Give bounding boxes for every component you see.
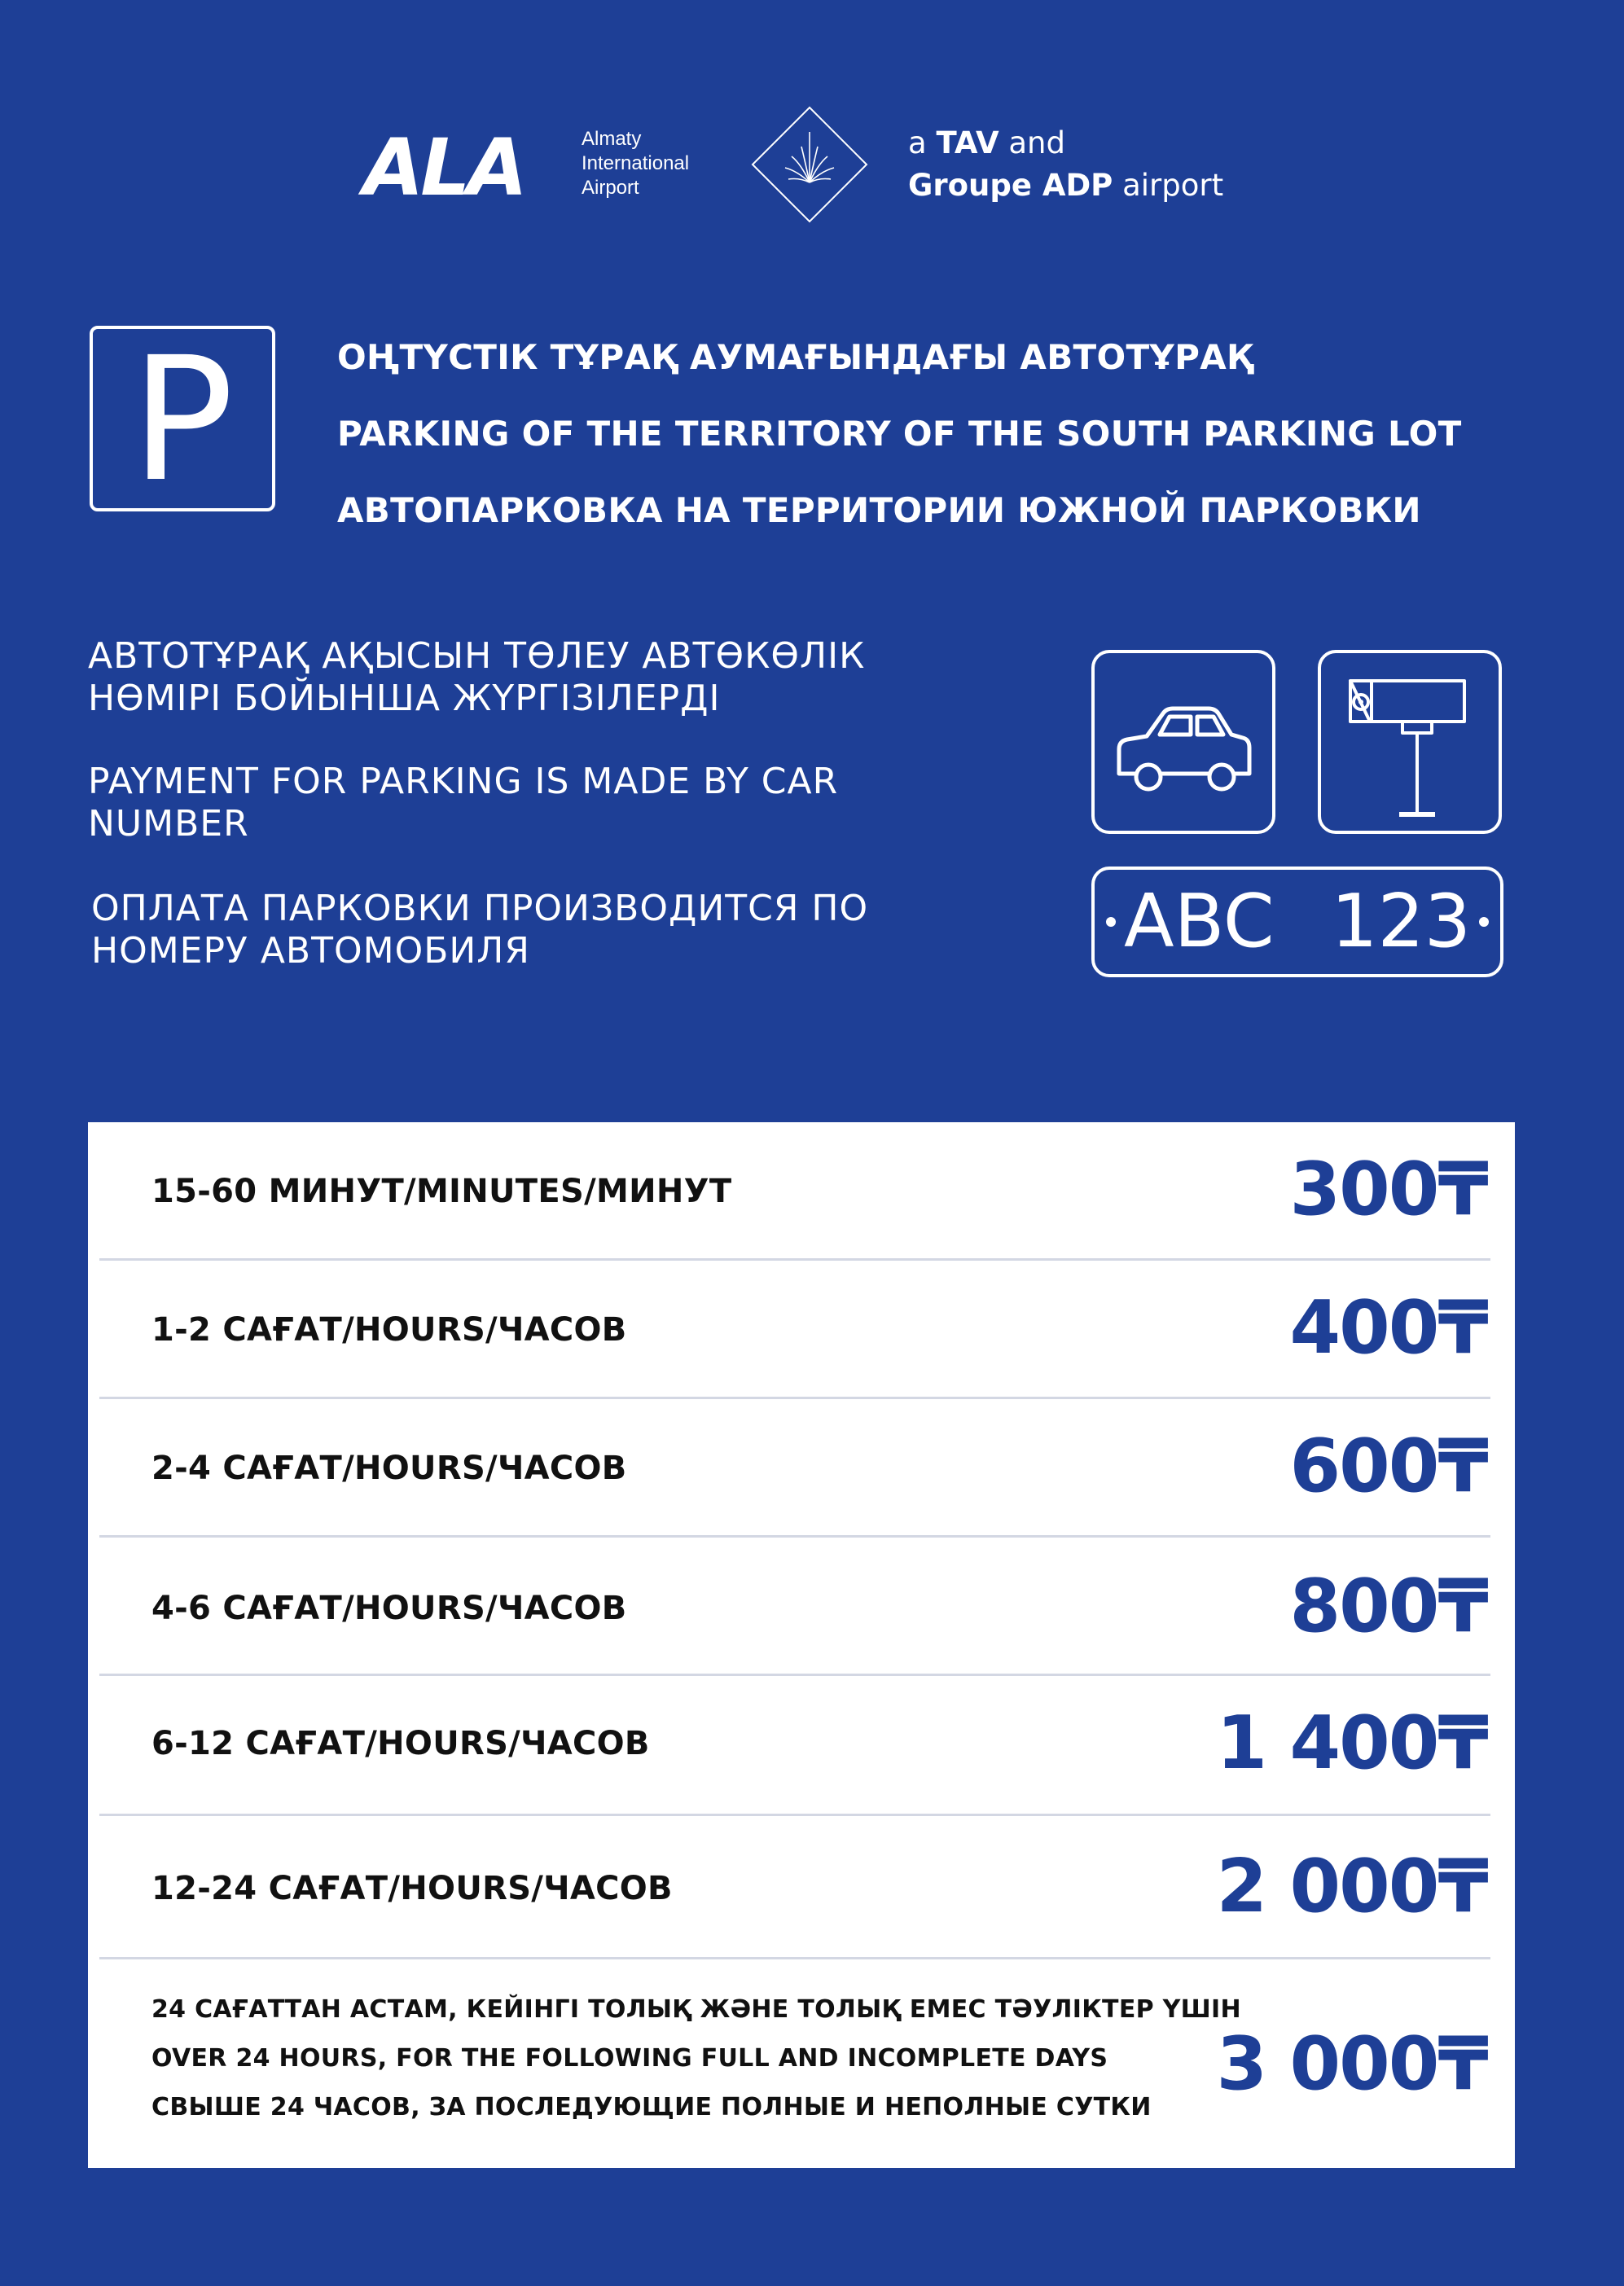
tariff-price: 600₸ — [1289, 1424, 1487, 1509]
tariff-duration: 6-12 САҒАТ/HOURS/ЧАСОВ — [151, 1725, 650, 1762]
tariff-row — [99, 1399, 1490, 1538]
title-russian: АВТОПАРКОВКА НА ТЕРРИТОРИИ ЮЖНОЙ ПАРКОВКИ — [337, 490, 1421, 530]
tariff-row-extended — [99, 1959, 1490, 2168]
tariff-price: 400₸ — [1289, 1285, 1487, 1371]
logo-row — [0, 106, 1624, 228]
tav-prefix: a — [908, 125, 927, 160]
tariff-duration: 12-24 САҒАТ/HOURS/ЧАСОВ — [151, 1870, 673, 1907]
tariff-row — [99, 1538, 1490, 1676]
tariff-price: 1 400₸ — [1216, 1700, 1487, 1786]
tariff-line-kazakh: 24 САҒАТТАН АСТАМ, КЕЙІНГІ ТОЛЫҚ ЖӘНЕ ТОЛЫҚ ЕМЕС ТӘУЛІКТЕР ҮШІН — [151, 1995, 1241, 2024]
adp-suffix: airport — [1122, 168, 1224, 203]
plate-dot — [1479, 917, 1489, 927]
tariff-price: 300₸ — [1289, 1147, 1487, 1232]
plate-digits: 123 — [1331, 879, 1471, 964]
plate-dot — [1106, 917, 1116, 927]
payment-info-russian: ОПЛАТА ПАРКОВКИ ПРОИЗВОДИТСЯ ПО НОМЕРУ АВТОМОБИЛЯ — [91, 888, 869, 972]
payment-info-english: PAYMENT FOR PARKING IS MADE BY CAR NUMBER — [88, 761, 839, 845]
parking-symbol: P — [130, 320, 235, 520]
tav-adp-text — [908, 122, 1223, 207]
payment-info-kazakh: АВТОТҰРАҚ АҚЫСЫН ТӨЛЕУ АВТӨКӨЛІК НӨМІРІ БОЙЫНША ЖҮРГІЗІЛЕРДІ — [88, 635, 866, 719]
tav-and: and — [1008, 125, 1065, 160]
tariff-table — [88, 1122, 1515, 2168]
tariff-duration: 2-4 САҒАТ/HOURS/ЧАСОВ — [151, 1450, 627, 1487]
adp-name: Groupe ADP — [908, 168, 1113, 203]
license-plate-icon — [1091, 867, 1503, 977]
diamond-logo-icon — [751, 106, 868, 223]
tariff-duration: 1-2 САҒАТ/HOURS/ЧАСОВ — [151, 1311, 627, 1349]
tariff-price: 800₸ — [1289, 1564, 1487, 1649]
title-kazakh: ОҢТҮСТІК ТҰРАҚ АУМАҒЫНДАҒЫ АВТОТҰРАҚ — [337, 337, 1253, 377]
tariff-duration: 15-60 МИНУТ/MINUTES/МИНУТ — [151, 1173, 732, 1210]
ala-caption-line: International — [582, 152, 690, 174]
ala-caption-line: Almaty — [582, 128, 642, 150]
tariff-price: 2 000₸ — [1216, 1844, 1487, 1929]
payment-info — [88, 635, 1025, 1013]
tariff-row — [99, 1261, 1490, 1399]
tariff-line-english: OVER 24 HOURS, FOR THE FOLLOWING FULL AND INCOMPLETE DAYS — [151, 2044, 1108, 2073]
tariff-duration: 4-6 САҒАТ/HOURS/ЧАСОВ — [151, 1590, 627, 1627]
tariff-row — [99, 1122, 1490, 1261]
ala-caption-line: Airport — [582, 177, 639, 199]
tariff-row — [99, 1816, 1490, 1959]
tav-name: TAV — [936, 125, 999, 160]
tariff-duration-multiline — [151, 1985, 1241, 2132]
car-icon — [1091, 650, 1275, 834]
tariff-line-russian: СВЫШЕ 24 ЧАСОВ, ЗА ПОСЛЕДУЮЩИЕ ПОЛНЫЕ И НЕПОЛНЫЕ СУТКИ — [151, 2093, 1152, 2121]
plate-letters: ABC — [1124, 879, 1275, 964]
title-english: PARKING OF THE TERRITORY OF THE SOUTH PARKING LOT — [337, 414, 1462, 454]
ala-caption — [582, 127, 744, 200]
parking-titles — [337, 319, 1534, 549]
tariff-row — [99, 1676, 1490, 1816]
parking-sign-icon — [90, 320, 275, 520]
ala-logo: ALA — [363, 122, 525, 213]
camera-icon — [1318, 650, 1502, 834]
tariff-price: 3 000₸ — [1216, 2021, 1487, 2107]
